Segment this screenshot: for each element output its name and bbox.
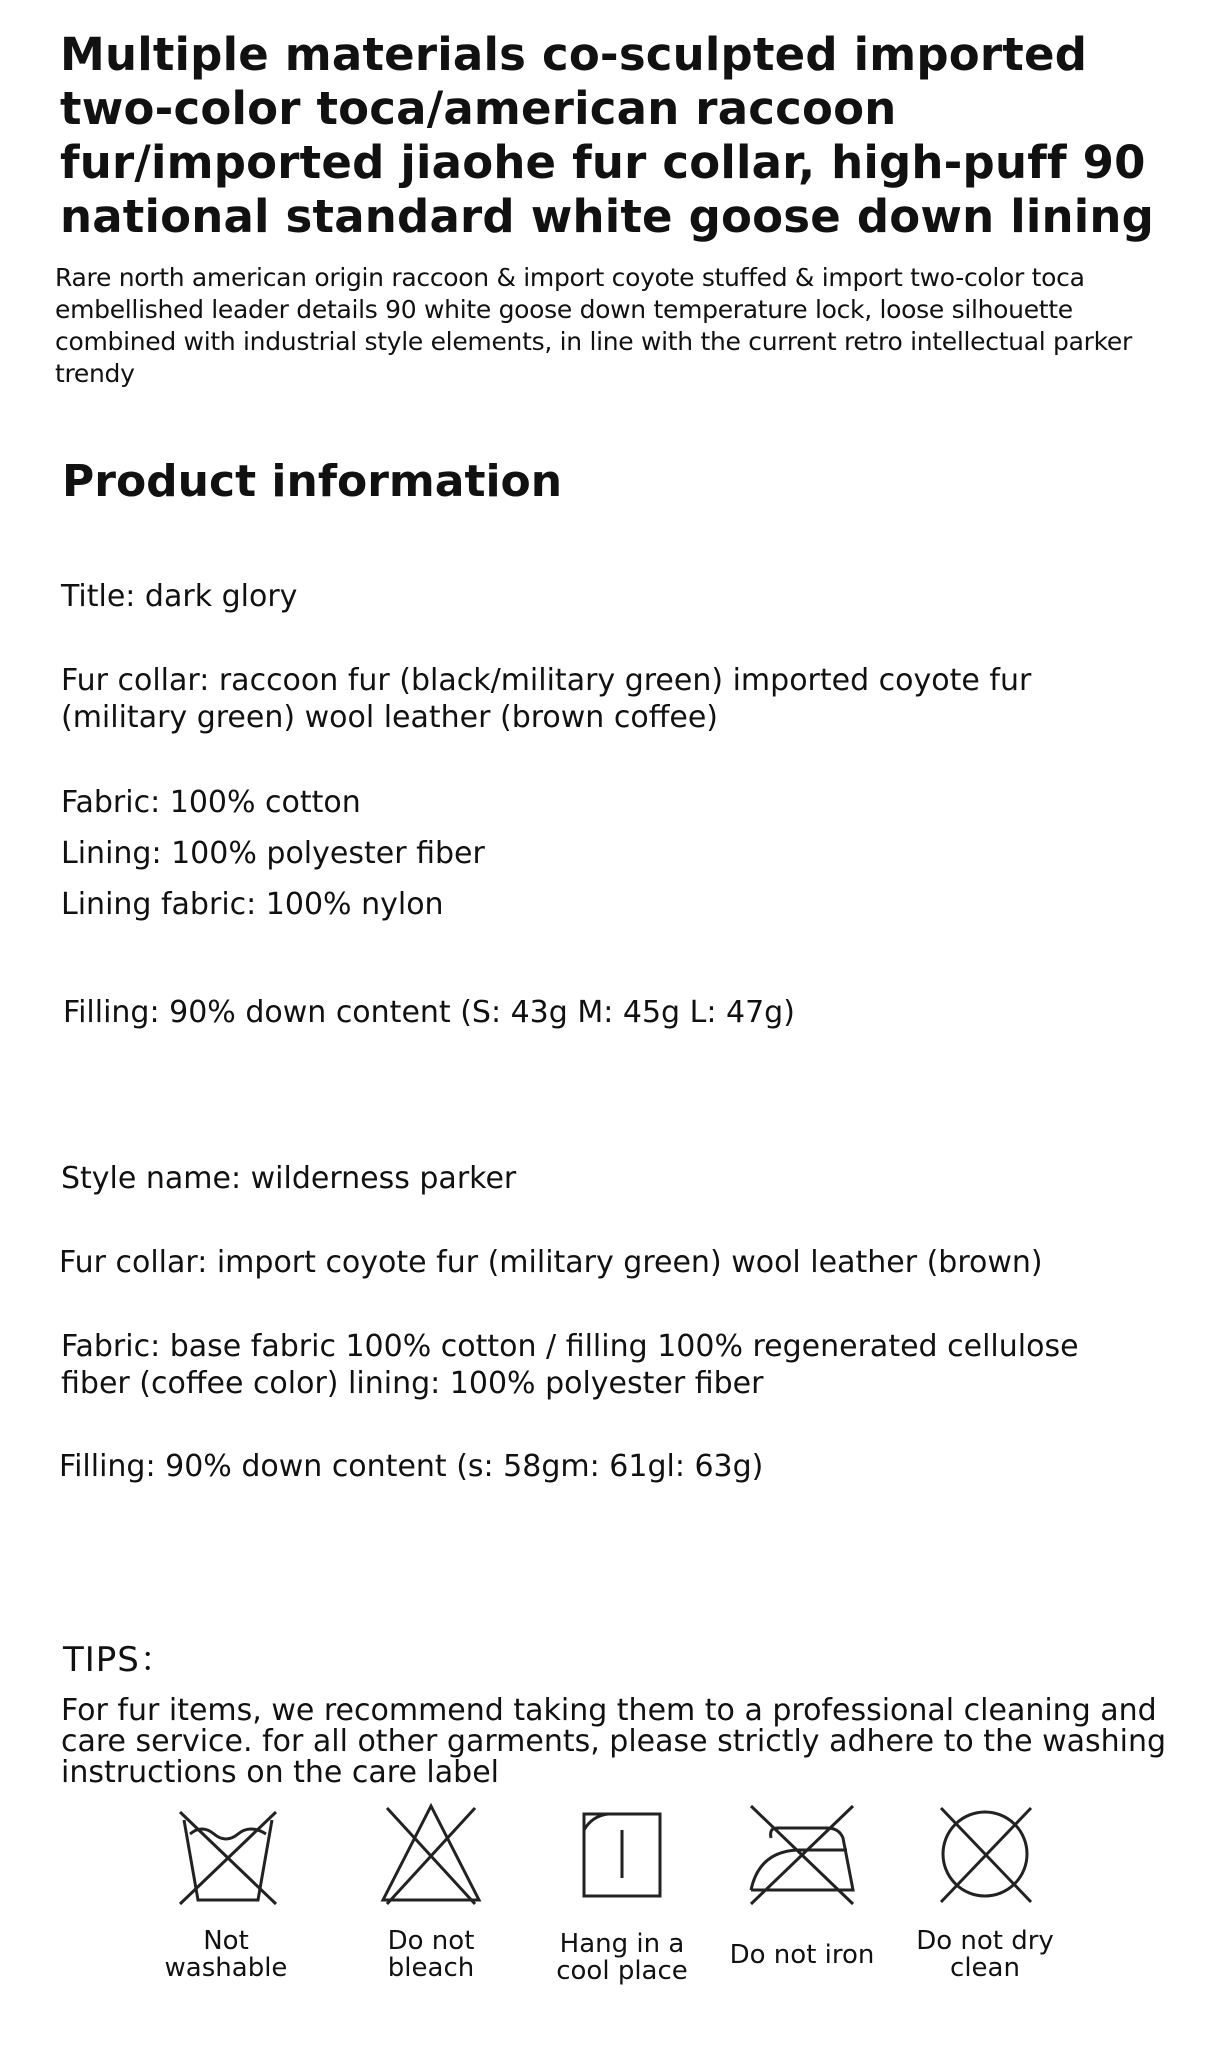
product1-title: Title: dark glory [61, 579, 298, 614]
product2-fur-collar: Fur collar: import coyote fur (military green) wool leather (brown) [59, 1245, 1043, 1280]
care-label-line1: Hang in a [559, 1929, 685, 1959]
do-not-iron-icon [737, 1800, 867, 1910]
page-headline: Multiple materials co-sculpted imported two-color toca/american raccoon fur/imported jiaohe fur collar, high-puff 90 national standard white goose down lining [60, 28, 1155, 243]
care-label-line2: washable [164, 1953, 288, 1983]
hang-in-cool-place-icon [562, 1800, 682, 1910]
care-item-do-not-iron [722, 1800, 882, 1970]
product1-fabric: Fabric: 100% cotton [61, 785, 361, 820]
care-item-not-washable [146, 1800, 306, 1983]
product1-lining: Lining: 100% polyester fiber [61, 836, 485, 871]
care-label-line2: cool place [556, 1956, 688, 1986]
section-title: Product information [62, 456, 563, 507]
care-label-line1: Do not dry [916, 1926, 1054, 1956]
intro-paragraph: Rare north american origin raccoon & import coyote stuffed & import two-color toca embellished leader details 90 white goose down temperature lock, loose silhouette combined with industrial style elements, in line with the current retro intellectual parker trendy [55, 263, 1132, 388]
care-label-line2: clean [950, 1953, 1020, 1983]
product2-filling: Filling: 90% down content (s: 58gm: 61gl: 63g) [59, 1449, 764, 1484]
product1-fur-collar: Fur collar: raccoon fur (black/military green) imported coyote fur (military green) wool leather (brown coffee) [61, 663, 1032, 735]
product2-style-name: Style name: wilderness parker [61, 1161, 517, 1196]
do-not-dry-clean-icon [925, 1800, 1045, 1910]
care-item-do-not-dry-clean [905, 1800, 1065, 1983]
care-label-line2: bleach [387, 1953, 475, 1983]
care-label-line1: Do not iron [729, 1940, 875, 1970]
product1-lining-fabric: Lining fabric: 100% nylon [61, 887, 444, 922]
care-item-hang-in-cool-place [542, 1800, 702, 1986]
not-washable-icon [166, 1800, 286, 1910]
product1-filling: Filling: 90% down content (S: 43g M: 45g L: 47g) [63, 995, 795, 1030]
tips-text: For fur items, we recommend taking them to a professional cleaning and care service. for all other garments, please strictly adhere to the washing instructions on the care label [61, 1693, 1167, 1790]
do-not-bleach-icon [371, 1800, 491, 1910]
care-item-do-not-bleach [351, 1800, 511, 1983]
care-label-line1: Do not [387, 1926, 475, 1956]
product2-fabric: Fabric: base fabric 100% cotton / filling 100% regenerated cellulose fiber (coffee color) lining: 100% polyester fiber [61, 1329, 1079, 1401]
care-label-line1: Not [203, 1926, 249, 1956]
tips-title: TIPS： [63, 1640, 175, 1680]
